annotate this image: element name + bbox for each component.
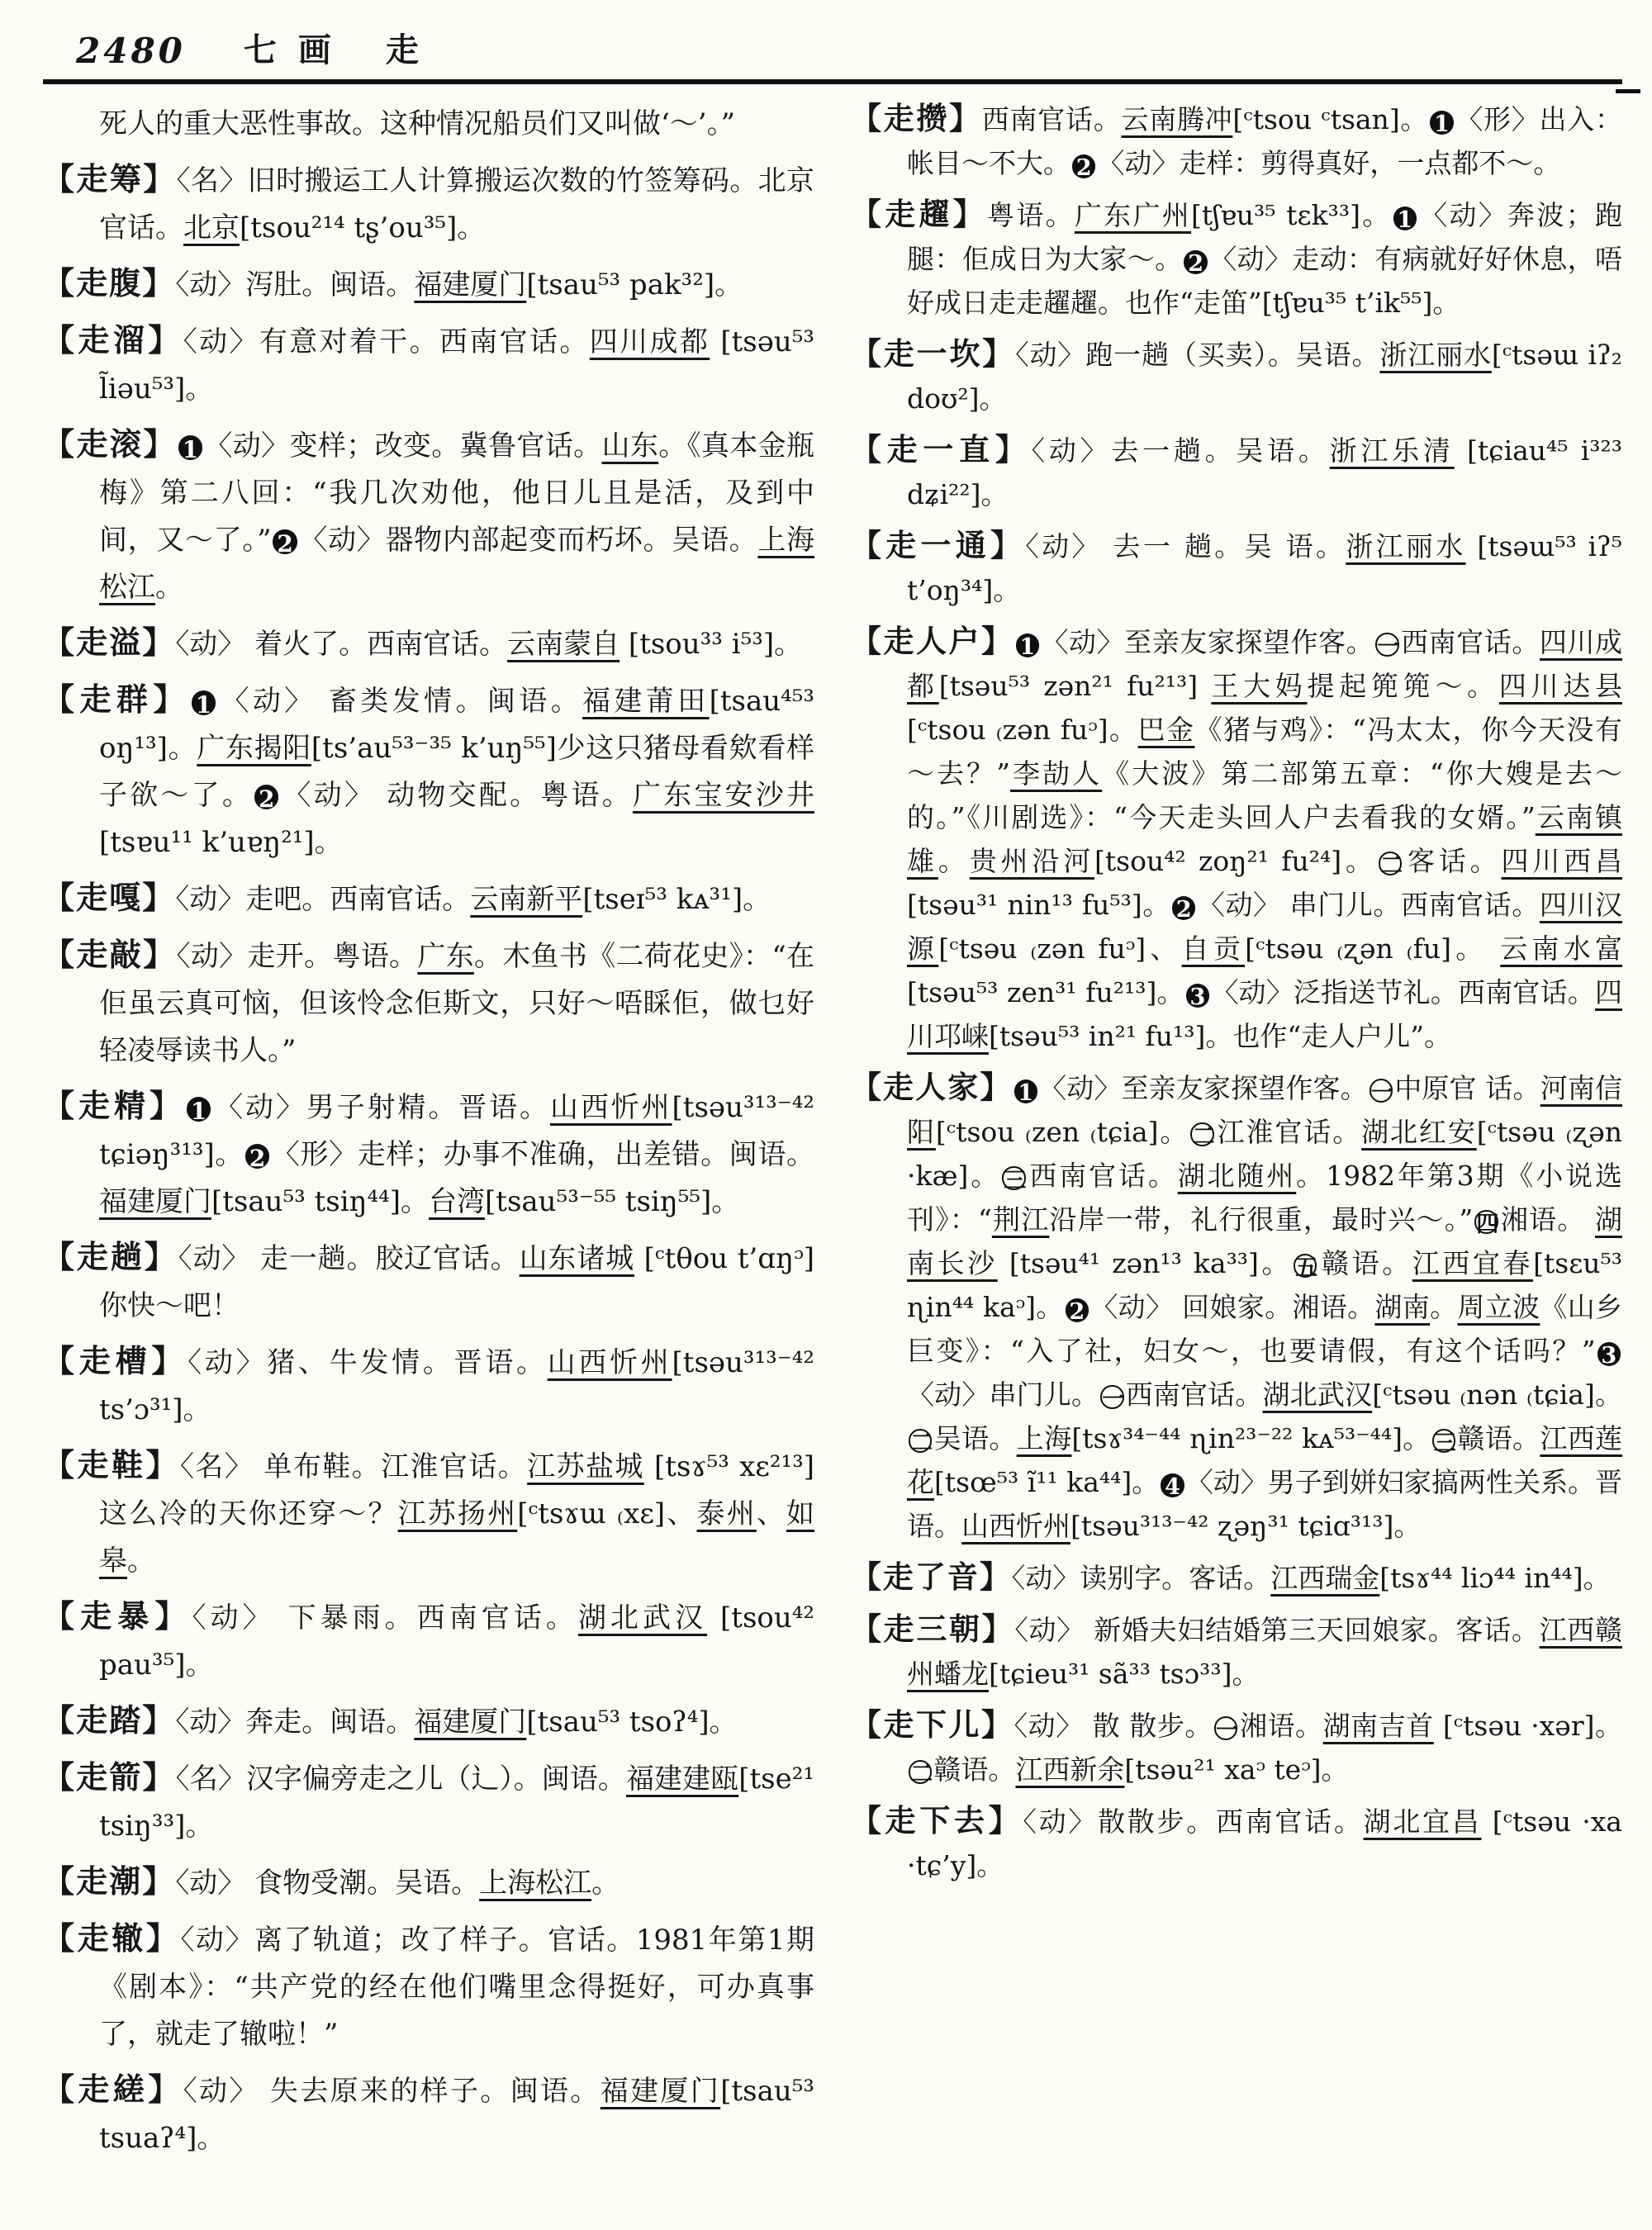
place-name-underlined: 广东 <box>417 940 474 973</box>
entry-headword: 【走嘎】 <box>43 879 176 916</box>
page-number: 2480 <box>76 31 186 71</box>
place-name-underlined: 自贡 <box>1181 932 1246 965</box>
place-name-underlined: 山东诸城 <box>519 1242 634 1275</box>
dictionary-entry: 【走一坎】〈动〉跑一趟（买卖）。吴语。浙江丽水[ᶜtsəɯ iʔ₂ doʊ²]。 <box>851 335 1622 415</box>
place-name-underlined: 湖南 <box>1374 1291 1431 1323</box>
place-name-underlined: 江西宜春 <box>1412 1247 1534 1279</box>
section-title: 七画 走 <box>243 31 440 69</box>
sense-marker-circled: 二 <box>910 1762 933 1788</box>
dictionary-entry: 【走縒】〈动〉 失去原来的样子。闽语。福建厦门[tsau⁵³ tsuaʔ⁴]。 <box>43 2071 815 2155</box>
place-name-underlined: 云南腾冲 <box>1121 103 1233 135</box>
dictionary-entry: 【走辙】〈动〉离了轨道；改了样子。官话。1981年第1期《剧本》：“共产党的经在他们嘴里念得挺好，可办真事了，就走了辙啦！” <box>43 1919 814 2051</box>
place-name-underlined: 周立波 <box>1457 1291 1540 1323</box>
place-name-underlined: 云南蒙自 <box>507 628 620 661</box>
place-name-underlined: 浙江丽水 <box>1379 339 1492 371</box>
sense-marker-black: 3 <box>1597 1342 1621 1365</box>
entry-headword: 【走人家】 <box>851 1069 1013 1105</box>
place-name-underlined: 江西瑞金 <box>1270 1562 1380 1594</box>
entry-headword: 【走踏】 <box>43 1701 176 1739</box>
place-name-underlined: 上海松江 <box>479 1867 592 1900</box>
place-name-underlined: 四川成都 <box>589 325 710 358</box>
place-name-underlined: 四川邛崃 <box>907 976 1622 1052</box>
sense-marker-black: 2 <box>1072 154 1095 178</box>
place-name-underlined: 江西新余 <box>1015 1753 1125 1786</box>
entry-headword: 【走筹】 <box>43 160 177 197</box>
place-name-underlined: 浙江乐清 <box>1329 434 1455 467</box>
dictionary-entry: 【走趟】〈动〉 走一趟。胶辽官话。山东诸城 [ᶜtθou t’ɑŋᵓ]你快～吧！ <box>43 1238 815 1322</box>
header-rule <box>43 79 1622 84</box>
place-name-underlined: 台湾 <box>429 1185 486 1218</box>
sense-marker-black: 2 <box>254 785 278 809</box>
dictionary-entry: 【走潮】〈动〉 食物受潮。吴语。上海松江。 <box>43 1862 620 1900</box>
sense-marker-black: 2 <box>1172 896 1195 919</box>
dictionary-entry: 【走暴】〈动〉 下暴雨。西南官话。湖北武汉 [tsou⁴² pau³⁵]。 <box>43 1597 815 1682</box>
entry-headword: 【走縒】 <box>43 2071 183 2108</box>
dictionary-entry: 【走滚】 1 〈动〉变样；改变。冀鲁官话。山东。《真本金瓶梅》第二八回：“我几次劝他，他日儿且是活，及到中间，又～了。” 2 〈动〉器物内部起变而朽坏。吴语。上海松江。 <box>43 425 815 604</box>
entry-headword: 【走滚】 <box>43 425 177 463</box>
place-name-underlined: 江苏扬州 <box>397 1497 518 1530</box>
place-name-underlined: 河南信阳 <box>907 1072 1623 1148</box>
place-name-underlined: 浙江丽水 <box>1346 530 1466 562</box>
sense-marker-black: 4 <box>1161 1473 1184 1497</box>
entry-headword: 【走了音】 <box>851 1559 1012 1595</box>
place-name-underlined: 福建建瓯 <box>625 1763 739 1796</box>
entry-headword: 【走鞋】 <box>43 1446 180 1483</box>
sense-marker-circled: 一 <box>1102 1387 1125 1413</box>
sense-marker-circled: 一 <box>1377 634 1400 661</box>
place-name-underlined: 云南镇雄 <box>907 801 1622 877</box>
place-name-underlined: 福建厦门 <box>414 1706 527 1739</box>
sense-marker-black: 2 <box>1184 250 1207 273</box>
sense-marker-black: 2 <box>245 1144 269 1168</box>
sense-marker-circled: 一 <box>1215 1718 1239 1744</box>
place-name-underlined: 山东 <box>601 429 659 463</box>
entry-headword: 【走敲】 <box>43 936 177 973</box>
place-name-underlined: 福建厦门 <box>600 2075 721 2108</box>
place-name-underlined: 四川达县 <box>1498 670 1623 702</box>
place-name-underlined: 云南水富 <box>1500 932 1623 965</box>
sense-marker-circled: 四 <box>1476 1212 1499 1238</box>
sense-marker-circled: 一 <box>1370 1080 1393 1107</box>
place-name-underlined: 如皋 <box>99 1497 815 1578</box>
sense-marker-circled: 三 <box>1004 1168 1027 1194</box>
place-name-underlined: 湖北宜昌 <box>1363 1805 1482 1838</box>
place-name-underlined: 山西忻州 <box>547 1346 672 1379</box>
sense-marker-black: 1 <box>1393 206 1417 230</box>
place-name-underlined: 江西莲花 <box>907 1422 1623 1498</box>
dictionary-entry: 【走溜】〈动〉有意对着干。西南官话。四川成都 [tsəu⁵³ l̃iəu⁵³]。 <box>43 321 815 406</box>
place-name-underlined: 上海松江 <box>99 524 814 604</box>
entry-headword: 【走攒】 <box>851 100 982 136</box>
place-name-underlined: 湖北红安 <box>1361 1116 1477 1148</box>
dictionary-entry: 【走攒】西南官话。云南腾冲[ᶜtsou ᶜtsan]。 1 〈形〉出入：帐目～不大。 2 〈动〉走样：剪得真好，一点都不～。 <box>851 100 1623 182</box>
dictionary-entry: 【走下儿】〈动〉 散 散步。 一湘语。湖南吉首 [ᶜtsəu ·xər]。二赣语。江西新余[tsəu²¹ xaᵓ teᵓ]。 <box>851 1706 1623 1788</box>
entry-headword: 【走趟】 <box>43 1238 178 1275</box>
place-name-underlined: 北京 <box>183 211 240 244</box>
place-name-underlined: 湖南吉首 <box>1322 1710 1434 1742</box>
sense-marker-black: 1 <box>1016 633 1039 657</box>
sense-marker-black: 1 <box>1014 1079 1037 1103</box>
place-name-underlined: 山西忻州 <box>549 1091 672 1124</box>
entry-headword: 【走暴】 <box>43 1597 192 1635</box>
dictionary-entry: 【走人家】 1 〈动〉至亲友家探望作客。 一中原官 话。河南信阳[ᶜtsou ₍zen ₍tɕia]。 二江淮官话。湖北红安[ᶜtsəu ₍ʐən ·kæ]。 三西南官话。湖北随州。1982年第3期《小说选刊》：“荆江沿岸一带，礼行很重，最时兴～。” 四湘语。 湖南长沙 [tsəu⁴¹ zən¹³ ka³³]。 五赣语。江西宜春[tsɛu⁵³ ɳin⁴⁴ kaᵓ]。 2 〈动〉 回娘家。湘语。湖南。周立波《山乡巨变》：“入了社，妇女～，也要请假，有这个话吗？” 3〈动〉串门儿。 一西南官话。湖北武汉[ᶜtsəu ₍nən ₍tɕia]。二吴语。上海[tsɤ³⁴⁻⁴⁴ ɳin²³⁻²² kᴀ⁵³⁻⁴⁴]。 三赣语。江西莲花[tsœ⁵³ ĩ¹¹ ka⁴⁴]。 4 〈动〉男子到姘妇家搞两性关系。晋语。山西忻州[tsəu³¹³⁻⁴² ʐəŋ³¹ tɕiɑ³¹³]。 <box>851 1069 1623 1542</box>
right-column <box>851 89 1622 2170</box>
entry-headword: 【走潮】 <box>43 1862 176 1900</box>
sense-marker-black: 1 <box>192 690 216 714</box>
sense-marker-circled: 五 <box>1295 1255 1318 1282</box>
entry-headword: 【走人户】 <box>851 623 1014 659</box>
dictionary-entry: 【走精】 1 〈动〉男子射精。晋语。山西忻州[tsəu³¹³⁻⁴² tɕiəŋ³¹³]。 2 〈形〉走样；办事不准确，出差错。闽语。福建厦门[tsau⁵³ tsiŋ⁴⁴]。台湾[tsau⁵³⁻⁵⁵ tsiŋ⁵⁵]。 <box>43 1087 815 1218</box>
place-name-underlined: 湖北武汉 <box>577 1601 708 1635</box>
dictionary-entry: 【走箭】〈名〉汉字偏旁走之儿（辶）。闽语。福建建瓯[tse²¹ tsiŋ³³]。 <box>43 1758 815 1843</box>
dictionary-entry: 【走了音】〈动〉读别字。客话。江西瑞金[tsɤ⁴⁴ liɔ⁴⁴ in⁴⁴]。 <box>851 1559 1611 1595</box>
place-name-underlined: 贵州沿河 <box>969 845 1095 877</box>
dictionary-entry: 【走趯】粤语。广东广州[tʃɐu³⁵ tɛk³³]。 1 〈动〉奔波；跑腿：佢成日为大家～。 2 〈动〉走动：有病就好好休息，唔好成日走走趯趯。也作“走笛”[tʃɐu³⁵ t’ik⁵⁵]。 <box>851 196 1623 319</box>
dictionary-entry: 【走群】 1 〈动〉 畜类发情。闽语。福建莆田[tsau⁴⁵³ oŋ¹³]。广东揭阳[ts’au⁵³⁻³⁵ k’uŋ⁵⁵]少这只猪母看欸看样子欲～了。 2 〈动〉 动物交配。粤语。广东宝安沙井[tsɐu¹¹ k’uɐŋ²¹]。 <box>43 681 815 859</box>
entry-headword: 【走一通】 <box>851 527 1026 563</box>
left-column <box>43 89 814 2170</box>
continuation-paragraph: 死人的重大恶性事故。这种情况船员们又叫做‘～’。” <box>99 107 735 140</box>
place-name-underlined: 上海 <box>1016 1422 1072 1454</box>
place-name-underlined: 福建厦门 <box>99 1185 211 1218</box>
dictionary-entry: 【走下去】〈动〉散散步。西南官话。湖北宜昌 [ᶜtsəu ·xa ·tɕ’y]。 <box>851 1802 1622 1881</box>
dictionary-entry: 【走一直】〈动〉去一趟。吴语。浙江乐清 [tɕiau⁴⁵ i³²³ dʑi²²]。 <box>851 431 1622 510</box>
place-name-underlined: 荆江 <box>991 1203 1050 1236</box>
place-name-underlined: 云南新平 <box>470 883 583 916</box>
place-name-underlined: 四川成都 <box>907 626 1622 702</box>
dictionary-entry: 【走踏】〈动〉奔走。闽语。福建厦门[tsau⁵³ tsoʔ⁴]。 <box>43 1701 738 1739</box>
columns <box>43 89 1622 2170</box>
entry-headword: 【走下去】 <box>851 1802 1023 1839</box>
place-name-underlined: 江苏盐城 <box>527 1450 644 1483</box>
place-name-underlined: 福建厦门 <box>414 268 527 301</box>
entry-headword: 【走溜】 <box>43 321 183 358</box>
entry-headword: 【走腹】 <box>43 264 176 301</box>
place-name-underlined: 李劼人 <box>1010 757 1103 790</box>
sense-marker-black: 3 <box>1186 984 1209 1007</box>
place-name-underlined: 广东广州 <box>1074 199 1192 231</box>
place-name-underlined: 四川西昌 <box>1501 845 1623 877</box>
dictionary-entry: 【走人户】 1 〈动〉至亲友家探望作客。 一西南官话。四川成都[tsəu⁵³ zən²¹ fu²¹³] 王大妈提起篼篼～。四川达县[ᶜtsou ₍zən fuᵓ]。巴金《猪与鸡》：“冯太太，你今天没有～去？”李劼人《大波》第二部第五章：“你大嫂是去～的。”《川剧选》：“今天走头回人户去看我的女婿。”云南镇雄。贵州沿河[tsou⁴² zoŋ²¹ fu²⁴]。 二客话。四川西昌[tsəu³¹ nin¹³ fu⁵³]。 2 〈动〉 串门儿。西南官话。四川汉源[ᶜtsəu ₍zən fuᵓ]、自贡[ᶜtsəu ₍ʐən ₍fu]。 云南水富[tsəu⁵³ zen³¹ fu²¹³]。 3 〈动〉泛指送节礼。西南官话。四川邛崃[tsəu⁵³ in²¹ fu¹³]。也作“走人户儿”。 <box>851 623 1623 1052</box>
dictionary-entry: 【走敲】〈动〉走开。粤语。广东。木鱼书《二荷花史》：“在佢虽云真可恼，但该怜念佢斯文，只好～唔睬佢，做乜好轻凌辱读书人。” <box>43 936 815 1067</box>
sense-marker-circled: 三 <box>1433 1431 1456 1457</box>
entry-headword: 【走一坎】 <box>851 335 1016 372</box>
sense-marker-black: 2 <box>1066 1298 1089 1321</box>
entry-headword: 【走辙】 <box>43 1919 181 1957</box>
place-name-underlined: 湖北武汉 <box>1262 1378 1373 1411</box>
entry-headword: 【走下儿】 <box>851 1706 1014 1743</box>
dictionary-entry: 【走筹】〈名〉旧时搬运工人计算搬运次数的竹签筹码。北京官话。北京[tsou²¹⁴ tʂ’ou³⁵]。 <box>43 160 815 244</box>
dictionary-entry: 【走一通】〈动〉 去一 趟。吴 语。浙江丽水 [tsəɯ⁵³ iʔ⁵ t’oŋ³⁴]。 <box>851 527 1622 606</box>
entry-headword: 【走群】 <box>43 681 190 718</box>
entry-headword: 【走一直】 <box>851 431 1032 467</box>
dictionary-entry: 【走溢】〈动〉 着火了。西南官话。云南蒙自 [tsou³³ i⁵³]。 <box>43 624 803 661</box>
dictionary-entry: 【走鞋】〈名〉 单布鞋。江淮官话。江苏盐城 [tsɤ⁵³ xɛ²¹³]这么冷的天你还穿～？江苏扬州[ᶜtsɤɯ ₍xɛ]、泰州、如皋。 <box>43 1446 815 1578</box>
place-name-underlined: 广东宝安沙井 <box>632 779 815 812</box>
place-name-underlined: 湖北随州 <box>1177 1160 1297 1192</box>
dictionary-entry: 【走三朝】〈动〉 新婚夫妇结婚第三天回娘家。客话。江西赣州蟠龙[tɕieu³¹ sã³³ tsɔ³³]。 <box>851 1611 1622 1690</box>
sense-marker-black: 2 <box>273 529 297 553</box>
entry-headword: 【走三朝】 <box>851 1611 1015 1647</box>
sense-marker-black: 1 <box>178 435 202 459</box>
place-name-underlined: 巴金 <box>1137 714 1195 746</box>
dictionary-entry: 【走嘎】〈动〉走吧。西南官话。云南新平[tseɪ⁵³ kᴀ³¹]。 <box>43 879 771 916</box>
sense-marker-black: 1 <box>1430 111 1453 134</box>
dictionary-entry: 【走腹】〈动〉泻肚。闽语。福建厦门[tsau⁵³ pak³²]。 <box>43 264 743 301</box>
place-name-underlined: 泰州 <box>696 1497 757 1530</box>
sense-marker-black: 1 <box>187 1097 211 1121</box>
sense-marker-circled: 二 <box>910 1431 933 1457</box>
place-name-underlined: 江西赣州蟠龙 <box>907 1614 1622 1690</box>
dictionary-entry: 【走槽】〈动〉猪、牛发情。晋语。山西忻州[tsəu³¹³⁻⁴² ts’ɔ³¹]。 <box>43 1342 815 1426</box>
place-name-underlined: 四川汉源 <box>907 889 1622 965</box>
entry-headword: 【走精】 <box>43 1087 185 1124</box>
entry-headword: 【走槽】 <box>43 1342 188 1379</box>
entry-headword: 【走溢】 <box>43 624 176 661</box>
place-name-underlined: 王大妈 <box>1211 670 1308 702</box>
sense-marker-circled: 二 <box>1192 1124 1215 1151</box>
place-name-underlined: 湖南长沙 <box>907 1203 1623 1279</box>
entry-headword: 【走趯】 <box>851 196 987 232</box>
entry-headword: 【走箭】 <box>43 1758 176 1796</box>
place-name-underlined: 广东揭阳 <box>197 732 311 765</box>
page-header <box>43 15 1622 71</box>
place-name-underlined: 福建莆田 <box>582 685 710 718</box>
place-name-underlined: 山西忻州 <box>961 1510 1070 1542</box>
sense-marker-circled: 二 <box>1379 853 1403 880</box>
